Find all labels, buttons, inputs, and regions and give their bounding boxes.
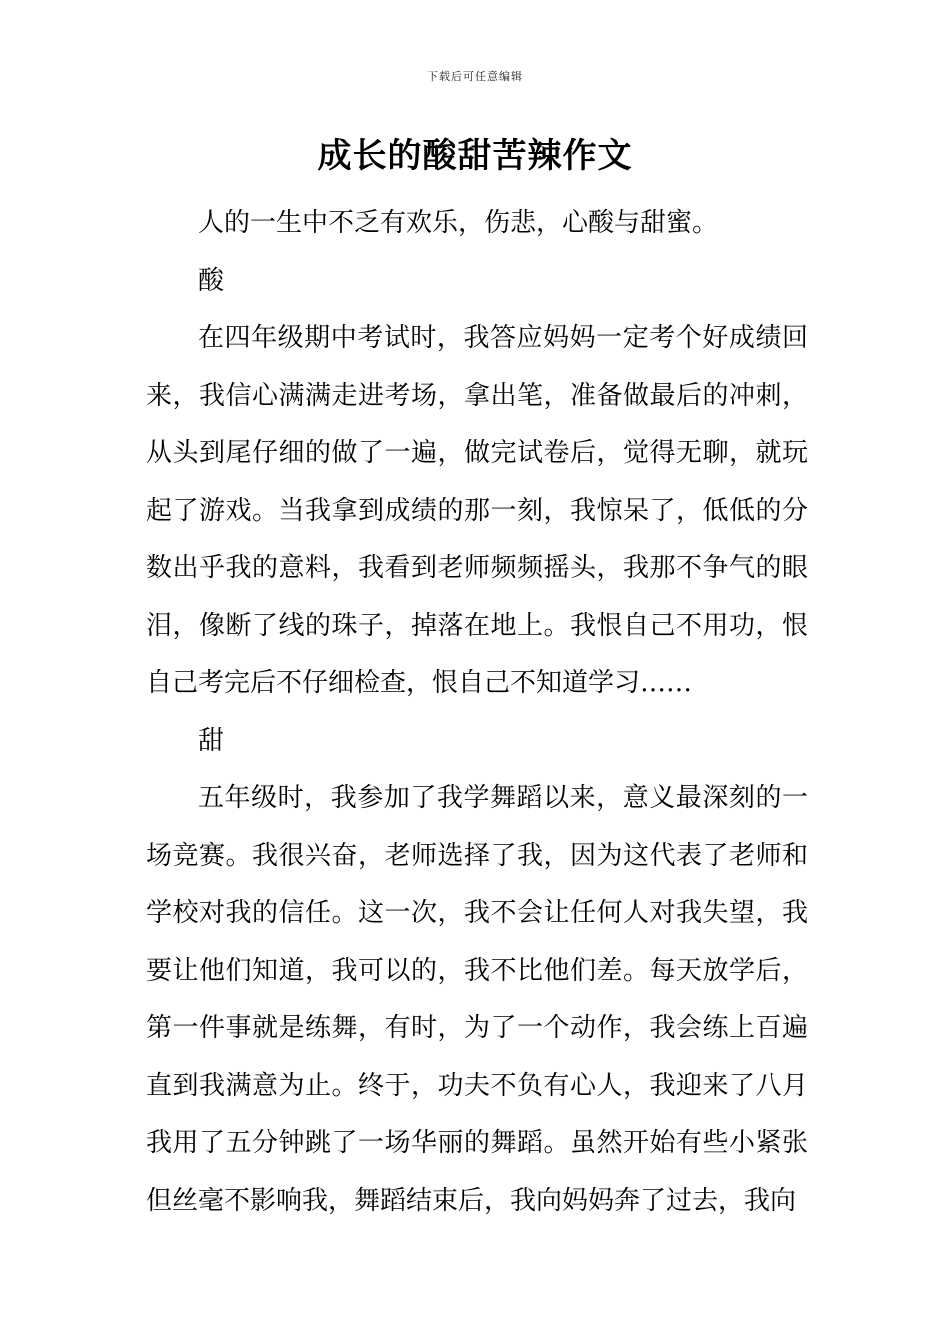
paragraph-intro: 人的一生中不乏有欢乐，伤悲，心酸与甜蜜。 [198, 208, 719, 238]
document-body [146, 195, 808, 1230]
paragraph-sour: 在四年级期中考试时，我答应妈妈一定考个好成绩回来，我信心满满走进考场，拿出笔，准备做最后的冲刺，从头到尾仔细的做了一遍，做完试卷后，觉得无聊，就玩起了游戏。当我拿到成绩的那一刻，我惊呆了，低低的分数出乎我的意料，我看到老师频频摇头，我那不争气的眼泪，像断了线的珠子，掉落在地上。我恨自己不用功，恨自己考完后不仔细检查，恨自己不知道学习…… [146, 323, 808, 698]
paragraph-sweet: 五年级时，我参加了我学舞蹈以来，意义最深刻的一场竞赛。我很兴奋，老师选择了我，因为这代表了老师和学校对我的信任。这一次，我不会让任何人对我失望，我要让他们知道，我可以的，我不比他们差。每天放学后，第一件事就是练舞，有时，为了一个动作，我会练上百遍直到我满意为止。终于，功夫不负有心人，我迎来了八月我用了五分钟跳了一场华丽的舞蹈。虽然开始有些小紧张但丝毫不影响我，舞蹈结束后，我向妈妈奔了过去，我向 [146, 783, 808, 1216]
section-heading-sweet: 甜 [198, 725, 225, 756]
header-note: 下载后可任意编辑 [427, 70, 523, 83]
section-heading-sour: 酸 [198, 265, 225, 296]
document-title: 成长的酸甜苦辣作文 [317, 136, 633, 176]
